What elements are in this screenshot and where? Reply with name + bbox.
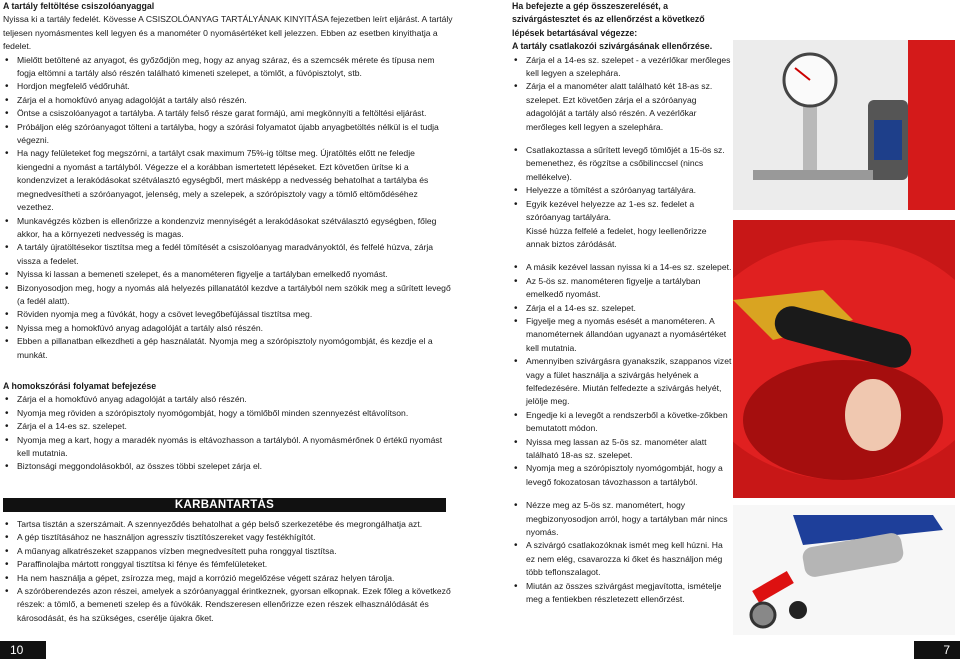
list-item: • Zárja el a 14-es sz. szelepet.	[512, 302, 732, 315]
list-item: • Engedje ki a levegőt a rendszerből a követke-zőkben bemutatott módon.	[512, 409, 732, 436]
tank-lid-photo	[733, 220, 955, 498]
section-title-filling: A tartály feltöltése csiszolóanyaggal	[3, 1, 155, 11]
pressure-gauge-photo	[733, 40, 955, 210]
leak-steps-1	[512, 54, 732, 134]
list-item: • Figyelje meg a nyomás esését a manométeren. A manométernek állandóan ugyanazt a nyomásértéket kell mutatnia.	[512, 315, 732, 355]
list-item: • Próbáljon elég szóróanyagot tölteni a tartályba, hogy a szórási folyamatot újabb anyagbetöltés nélkül is el tudja végezni.	[3, 121, 453, 148]
list-item: • Nyissa meg a homokfúvó anyag adagolóját a tartály alsó részén.	[3, 322, 453, 335]
filling-steps	[3, 54, 453, 362]
list-item: • Nyomja meg röviden a szórópisztoly nyomógombját, hogy a tömlőből minden szennyezést eltávolítson.	[3, 407, 453, 420]
spray-gun-photo	[733, 505, 955, 635]
list-item: • Zárja el a 14-es sz. szelepet.	[3, 420, 453, 433]
list-item: • Nézze meg az 5-ös sz. manométert, hogy megbizonyosodjon arról, hogy a tartályban már nincs nyomás.	[512, 499, 732, 539]
list-item: • A tartály újratöltésekor tisztítsa meg a fedél tömítését a csiszolóanyag maradványoktól, és felfelé húzva, zárja vissza a fedelet.	[3, 241, 453, 268]
list-item: • Az 5-ös sz. manométeren figyelje a tartályban emelkedő nyomást.	[512, 275, 732, 302]
right-page	[512, 0, 732, 606]
lid-note: Kissé húzza felfelé a fedelet, hogy leellenőrizze annak biztos záródását.	[526, 225, 707, 249]
list-item: • Öntse a csiszolóanyagot a tartályba. A tartály felső része garat formájú, ami megkönnyíti a feltöltési eljárást.	[3, 107, 453, 120]
list-item: • Zárja el a homokfúvó anyag adagolóját a tartály alsó részén.	[3, 94, 453, 107]
list-item: • Zárja el a homokfúvó anyag adagolóját a tartály alsó részén.	[3, 393, 453, 406]
list-item: • Zárja el a manométer alatt található két 18-as sz. szelepet. Ezt követően zárja el a szóróanyag adagolóját a tartály alsó részén. A vezérlőkar merőleges kell legyen a szelephára.	[512, 80, 732, 134]
maintenance-header: KARBANTARTÁS	[3, 498, 446, 512]
list-item: • Hordjon megfelelő védőruhát.	[3, 80, 453, 93]
list-item: • Röviden nyomja meg a fúvókát, hogy a csövet levegőbefújással tisztítsa meg.	[3, 308, 453, 321]
list-item: • Bizonyosodjon meg, hogy a nyomás alá helyezés pillanatától kezdve a tartályból nem szökik meg a sűrített levegő (a fedél alatt).	[3, 282, 453, 309]
list-item: • Paraffinolajba mártott ronggyal tisztítsa ki fénye és fémfelületeket.	[3, 558, 453, 571]
list-item: • A másik kezével lassan nyissa ki a 14-es sz. szelepet.	[512, 261, 732, 274]
left-page	[3, 0, 453, 474]
leak-steps-4	[512, 499, 732, 606]
list-item: • Munkavégzés közben is ellenőrizze a kondenzviz mennyiségét a lerakódásokat szétválasztó egységben, főleg akkor, ha a környezeti nedvesség is magas.	[3, 215, 453, 242]
list-item: • Amennyiben szivárgásra gyanakszik, szappanos vizet vagy a fület használja a szivárgás helyének a felfedezésére. Miután felfedezte a szivárgás helyét, jelölje meg.	[512, 355, 732, 409]
list-item: • Mielőtt betöltené az anyagot, és győződjön meg, hogy az anyag száraz, és a szemcsék mérete és típusa nem fogja eltömni a tartály alsó részén található kimeneti szelepet, a tömlőt, a fúvópisztolyt, stb.	[3, 54, 453, 81]
list-item: • Tartsa tisztán a szerszámait. A szennyeződés behatolhat a gép belső szerkezetébe és megrongálhatja azt.	[3, 518, 453, 531]
list-item: • Helyezze a tömítést a szóróanyag tartályára.	[512, 184, 732, 197]
page-number-right: 7	[914, 641, 960, 659]
list-item: • Nyomja meg a szórópisztoly nyomógombját, hogy a levegő fokozatosan távozhasson a tartályból.	[512, 462, 732, 489]
list-item: • Nyomja meg a kart, hogy a maradék nyomás is eltávozhasson a tartályból. A nyomásmérőnek 0 értékű nyomást kell mutatnia.	[3, 434, 453, 461]
right-subheading: A tartály csatlakozói szivárgásának ellenőrzése.	[512, 41, 713, 52]
list-item: • Egyik kezével helyezze az 1-es sz. fedelet a szóróanyag tartályára.	[512, 198, 732, 225]
list-item: • A szivárgó csatlakozóknak ismét meg kell húzni. Ha ez nem elég, csavarozza ki őket és használjon még több teflonszalagot.	[512, 539, 732, 579]
list-item: • Csatlakoztassa a sűrített levegő tömlőjét a 15-ös sz. bemenethez, és rögzítse a csőbilinccsel (nincs mellékelve).	[512, 144, 732, 184]
finishing-steps	[3, 393, 453, 473]
list-item: • A gép tisztításához ne használjon agresszív tisztítószereket vagy festékhígítót.	[3, 531, 453, 544]
list-item: • Nyissa meg lassan az 5-ös sz. manométer alatt található 18-as sz. szelepet.	[512, 436, 732, 463]
list-item: • Ha nagy felületeket fog megszórni, a tartályt csak maximum 75%-ig töltse meg. Újratöltés előtt ne feledje kiengedni a nyomást a tartályból. Végezze el a korábban ismertetett lépéseket. Ezt követően ürítse ki a kondenzvizet a lerakódásokat szétválasztó egységből, mert másképp a nedvesség behatolhat a tartályba és megnedvesítheti a szóróanyagot, jelenség, mely a szelepek, a szórópisztoly vagy a tömlő eltömődéséhez vezethez.	[3, 147, 453, 214]
list-item: • Biztonsági meggondolásokból, az összes többi szelepet zárja el.	[3, 460, 453, 473]
leak-steps-2	[512, 144, 732, 224]
list-item: • Ha nem használja a gépet, zsírozza meg, majd a korrózió megelőzése végett száraz helyen tárolja.	[3, 572, 453, 585]
list-item: • Nyissa ki lassan a bemeneti szelepet, és a manométeren figyelje a tartályban emelkedő nyomást.	[3, 268, 453, 281]
maintenance-section	[3, 518, 453, 625]
list-item: • Ebben a pillanatban elkezdheti a gép használatát. Nyomja meg a szórópisztoly nyomógombját, és kezdje el a munkát.	[3, 335, 453, 362]
leak-steps-3	[512, 261, 732, 489]
list-item: • A műanyag alkatrészeket szappanos vízben megnedvesített puha ronggyal tisztítsa.	[3, 545, 453, 558]
right-heading: Ha befejezte a gép összeszerelését, a szivárgástesztet és az ellenőrzést a következő lépések betartásával végezze:	[512, 1, 705, 38]
page-number-left: 10	[0, 641, 46, 659]
list-item: • A szóróberendezés azon részei, amelyek a szóróanyaggal érintkeznek, gyorsan elkopnak. Ezek főleg a következő részek: a tömlő, a bemeneti szelep és a fúvókák. Rendszeresen ellenőrizze ezen részek elhasználódását és károsodását, és ha szükséges, cserélje újakra őket.	[3, 585, 453, 625]
list-item: • Miután az összes szivárgást megjavította, ismételje meg a fentiekben részletezett ellenőrzést.	[512, 580, 732, 607]
list-item: • Zárja el a 14-es sz. szelepet - a vezérlőkar merőleges kell legyen a szelephára.	[512, 54, 732, 81]
filling-intro: Nyissa ki a tartály fedelét. Kövesse A CSISZOLÓANYAG TARTÁLYÁNAK KINYITÁSA fejezetben leírt eljárást. A tartály teljesen nyomásmentes kell legyen és a manométer 0 nyomásértéket kell jelezzen. Ebben az esetben kinyithatja a fedelet.	[3, 14, 453, 52]
maintenance-steps	[3, 518, 453, 625]
section-title-finishing: A homokszórási folyamat befejezése	[3, 380, 157, 391]
